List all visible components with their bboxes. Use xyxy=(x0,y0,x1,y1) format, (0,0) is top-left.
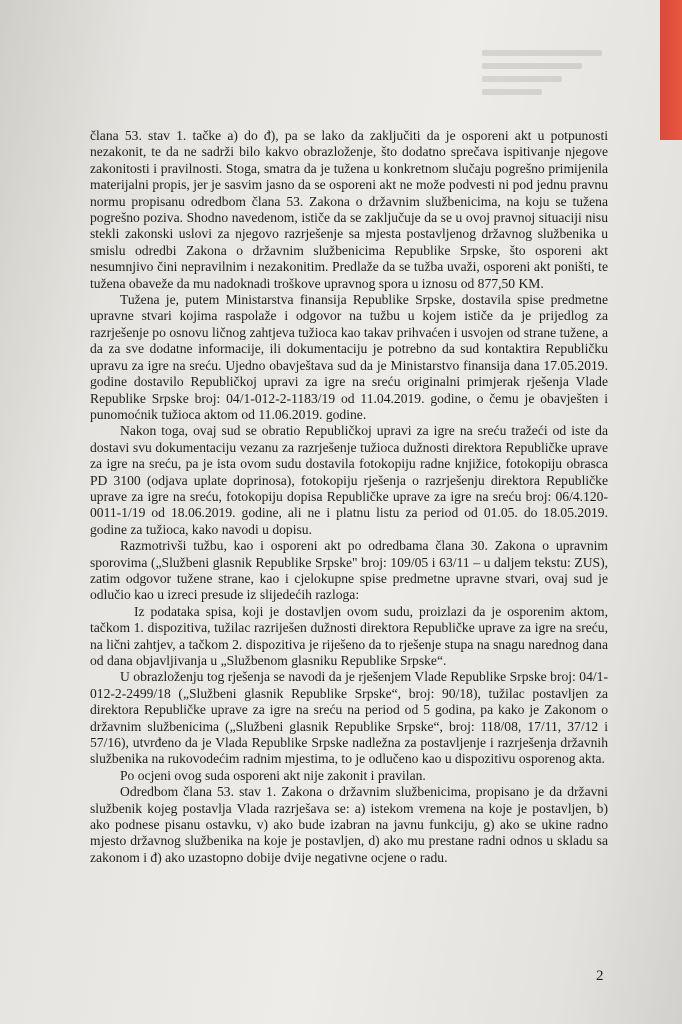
paragraph-6: U obrazloženju tog rješenja se navodi da je rješenjem Vlade Republike Srpske broj: 04/1-012-2-2499/18 („Službeni glasnik Republike Srpske“, broj: 90/18), tužilac postavljen za direktora Republičke uprave za igre na sreću na period od 5 godina, pa kako je Zakonom o državnim službenicima („Službeni glasnik Republike Srpske“, broj: 118/08, 17/11, 37/12 i 57/16), utvrđeno da je Vlada Republike Srpske nadležna za postavljenje i razrješenja državnih službenika na rukovodećim radnim mjestima, to je odlučeno kao u dispozitivu osporenog akta. xyxy=(90,669,608,767)
paragraph-7: Po ocjeni ovog suda osporeni akt nije zakonit i pravilan. xyxy=(120,767,426,783)
paragraph-8: Odredbom člana 53. stav 1. Zakona o državnim službenicima, propisano je da državni službenik kojeg postavlja Vlada razrješava se: a) istekom vremena na koje je postavljen, b) ako podnese pisanu ostavku, v) ako bude izabran na javnu funkciju, g) ako se ukine radno mjesto državnog službenika na koje je postavljen, d) ako mu prestane radni odnos u skladu sa zakonom i đ) ako uzastopno dobije dvije negativne ocjene o radu. xyxy=(90,784,608,865)
paragraph-4: Razmotrivši tužbu, kao i osporeni akt po odredbama člana 30. Zakona o upravnim sporovima („Službeni glasnik Republike Srpske" broj: 109/05 i 63/11 – u daljem tekstu: ZUS), zatim odgovor tužene strane, kao i cjelokupne spise predmetne upravne stvari, ovaj sud je odlučio kao u izreci presude iz slijedećih razloga: xyxy=(90,538,608,603)
paragraph-1: člana 53. stav 1. tačke a) do đ), pa se lako da zaključiti da je osporeni akt u potpunosti nezakonit, te da ne sadrži bilo kakvo obrazloženje, što dodatno sprečava ispitivanje njegove zakonitosti i pravilnosti. Stoga, smatra da je tužena u konkretnom slučaju pogrešno primijenila materijalni propis, jer je sasvim jasno da se osporeni akt ne može podvesti ni pod jednu pravnu normu propisanu odredbom člana 53. Zakona o državnim službenicima, na koju se tužena pogrešno poziva. Shodno navedenom, ističe da se zaključuje da se u ovoj pravnoj situaciji nisu stekli zakonski uslovi za njegovo razrješenje sa mjesta postavljenog državnog službenika u smislu odredbi Zakona o državnim službenicima Republike Srpske, što osporeni akt nesumnjivo čini nepravilnim i nezakonitim. Predlaže da se tužba uvaži, osporeni akt poništi, te tužena obaveže da mu nadoknadi troškove upravnog spora u iznosu od 877,50 KM. xyxy=(90,128,608,291)
paragraph-2: Tužena je, putem Ministarstva finansija Republike Srpske, dostavila spise predmetne upravne stvari kojima raspolaže i odgovor na tužbu u kojem ističe da je prijedlog za razrješenje po osnovu ličnog zahtjeva tužioca kao takav prihvaćen i usvojen od strane tužene, a da za sve dodatne informacije, ili dokumentaciju je potrebno da sud kontaktira Republičku upravu za igre na sreću. Ujedno obavještava sud da je Ministarstvo finansija dana 17.05.2019. godine dostavilo Republičkoj upravi za igre na sreću originalni primjerak rješenja Vlade Republike Srpske broj: 04/1-012-2-1183/19 od 11.04.2019. godine, o čemu je obavješten i punomoćnik tužioca aktom od 11.06.2019. godine. xyxy=(90,292,608,422)
paragraph-3: Nakon toga, ovaj sud se obratio Republičkoj upravi za igre na sreću tražeći od iste da dostavi svu dokumentaciju vezanu za razrješenje tužioca dužnosti direktora Republičke uprave za igre na sreću, pa je ista ovom sudu dostavila fotokopiju radne knjižice, fotokopiju obrasca PD 3100 (odjava uplate doprinosa), fotokopiju rješenja o razrješenju direktora Republičke uprave za igre na sreću, fotokopiju dopisa Republičke uprave za igre na sreću broj: 06/4.120-0011-1/19 od 18.06.2019. godine, ali ne i platnu listu za period od 01.05. do 18.05.2019. godine za tužioca, kako navodi u dopisu. xyxy=(90,423,608,537)
paragraph-5: Iz podataka spisa, koji je dostavljen ovom sudu, proizlazi da je osporenim aktom, tačkom 1. dispozitiva, tužilac razriješen dužnosti direktora Republičke uprave za igre na sreću, na lični zahtjev, a tačkom 2. dispozitiva je riješeno da to rješenje stupa na snagu narednog dana od dana objavljivanja u „Službenom glasniku Republike Srpske“. xyxy=(90,603,608,668)
body-text xyxy=(90,128,608,866)
page-number: 2 xyxy=(596,968,604,984)
bleed-through-text xyxy=(482,50,612,110)
red-edge-strip xyxy=(660,0,682,140)
